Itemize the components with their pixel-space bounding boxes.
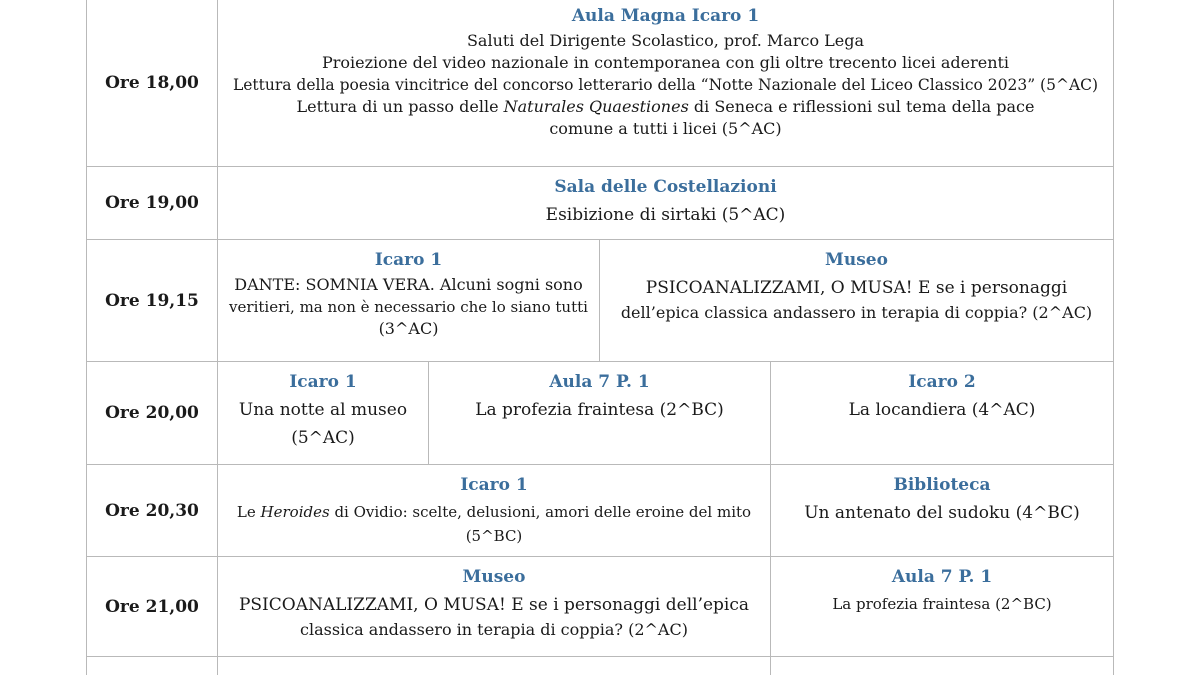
event-line: Lettura di un passo delle Naturales Quaestiones di Seneca e riflessioni sul tema della pace xyxy=(296,97,1035,116)
event-line: Una notte al museo xyxy=(238,400,408,420)
event-cell xyxy=(218,240,600,361)
event-line: PSICOANALIZZAMI, O MUSA! E se i personaggi dell’epica xyxy=(238,595,750,615)
schedule-row-1800 xyxy=(86,0,1114,167)
book-title: Naturales Quaestiones xyxy=(503,97,689,116)
time-cell xyxy=(86,657,218,675)
venue-label: Museo xyxy=(462,567,526,587)
event-line: La locandiera (4^AC) xyxy=(848,400,1036,420)
event-cell xyxy=(218,362,429,464)
venue-label: Icaro 1 xyxy=(374,250,443,270)
schedule-row-2030 xyxy=(86,465,1114,557)
venue-label: Biblioteca xyxy=(893,475,991,495)
schedule-row-2000 xyxy=(86,362,1114,465)
event-cell xyxy=(218,465,771,556)
event-cell xyxy=(771,557,1114,656)
event-line: veritieri, ma non è necessario che lo siano tutti xyxy=(229,298,588,316)
event-cell xyxy=(218,557,771,656)
event-line: PSICOANALIZZAMI, O MUSA! E se i personaggi xyxy=(645,278,1068,298)
event-line: Esibizione di sirtaki (5^AC) xyxy=(545,205,786,225)
event-cell xyxy=(771,465,1114,556)
venue-label: Museo xyxy=(825,250,888,270)
time-cell: Ore 19,00 xyxy=(86,167,218,239)
event-line: classica andassero in terapia di coppia? (2^AC) xyxy=(300,620,688,639)
schedule-table xyxy=(86,0,1114,675)
event-line: Lettura della poesia vincitrice del concorso letterario della “Notte Nazionale del Liceo Classico 2023” (5^AC) xyxy=(232,76,1099,94)
event-line: Proiezione del video nazionale in contemporanea con gli oltre trecento licei aderenti xyxy=(321,53,1010,72)
schedule-row-partial xyxy=(86,657,1114,675)
event-cell xyxy=(218,657,771,675)
event-cell xyxy=(600,240,1114,361)
event-cell xyxy=(429,362,771,464)
venue-label: Aula Magna Icaro 1 xyxy=(571,6,760,26)
time-cell: Ore 19,15 xyxy=(86,240,218,361)
event-line: Saluti del Dirigente Scolastico, prof. Marco Lega xyxy=(466,31,865,50)
event-line: La profezia fraintesa (2^BC) xyxy=(475,400,724,420)
schedule-row-2100 xyxy=(86,557,1114,657)
event-line: DANTE: SOMNIA VERA. Alcuni sogni sono xyxy=(234,275,583,294)
book-title: Heroides xyxy=(260,503,330,521)
event-line: (5^AC) xyxy=(291,428,355,448)
event-line: dell’epica classica andassero in terapia di coppia? (2^AC) xyxy=(620,303,1093,322)
event-line: La profezia fraintesa (2^BC) xyxy=(832,595,1052,613)
event-line: Le Heroides di Ovidio: scelte, delusioni, amori delle eroine del mito xyxy=(236,503,752,521)
event-line: comune a tutti i licei (5^AC) xyxy=(549,119,782,138)
venue-label: Aula 7 P. 1 xyxy=(891,567,993,587)
venue-label: Icaro 1 xyxy=(289,372,357,392)
venue-label: Icaro 2 xyxy=(908,372,976,392)
event-line: (5^BC) xyxy=(465,527,523,545)
event-line: (3^AC) xyxy=(378,319,439,338)
time-cell: Ore 20,00 xyxy=(86,362,218,464)
time-cell: Ore 21,00 xyxy=(86,557,218,656)
schedule-row-1900 xyxy=(86,167,1114,240)
venue-label: Icaro 1 xyxy=(460,475,528,495)
time-cell: Ore 20,30 xyxy=(86,465,218,556)
schedule-row-1915 xyxy=(86,240,1114,362)
event-line: Un antenato del sudoku (4^BC) xyxy=(804,503,1080,523)
event-cell xyxy=(771,362,1114,464)
time-cell: Ore 18,00 xyxy=(86,0,218,166)
event-cell xyxy=(771,657,1114,675)
venue-label: Aula 7 P. 1 xyxy=(549,372,650,392)
event-cell xyxy=(218,0,1114,166)
venue-label: Sala delle Costellazioni xyxy=(554,177,777,197)
event-cell xyxy=(218,167,1114,239)
